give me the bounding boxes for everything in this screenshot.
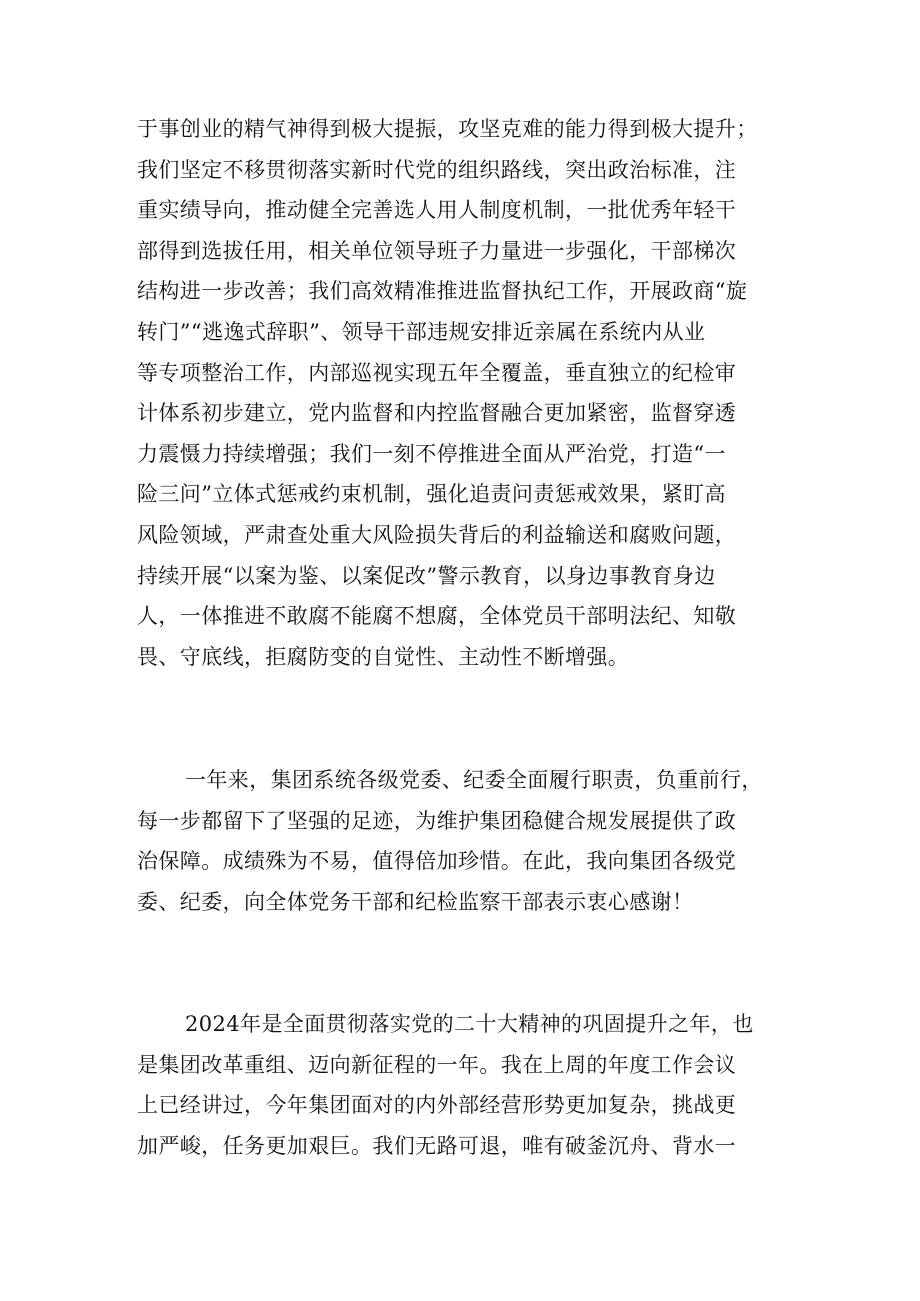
text-line: 一年来，集团系统各级党委、纪委全面履行职责，负重前行， — [185, 768, 763, 792]
text-line: 是集团改革重组、迈向新征程的一年。我在上周的年度工作会议 — [137, 1052, 737, 1077]
text-line: 风险领域，严肃查处重大风险损失背后的利益输送和腐败问题， — [137, 522, 737, 547]
text-line: 险三问”立体式惩戒约束机制，强化追责问责惩戒效果，紧盯高 — [137, 482, 726, 507]
text-line: 2024年是全面贯彻落实党的二十大精神的巩固提升之年，也 — [185, 1012, 754, 1036]
text-line: 于事创业的精气神得到极大提振，攻坚克难的能力得到极大提升； — [137, 117, 758, 141]
text-line: 人，一体推进不敢腐不能腐不想腐，全体党员干部明法纪、知敬 — [137, 604, 737, 629]
paragraph-2024-outlook — [137, 1004, 787, 1166]
paragraph-thanks — [137, 760, 787, 922]
text-line: 结构进一步改善；我们高效精准推进监督执纪工作，开展政商“旋 — [137, 279, 748, 304]
text-line: 计体系初步建立，党内监督和内控监督融合更加紧密，监督穿透 — [137, 401, 737, 426]
text-line: 委、纪委，向全体党务干部和纪检监察干部表示衷心感谢！ — [137, 889, 694, 914]
text-line: 我们坚定不移贯彻落实新时代党的组织路线，突出政治标准，注 — [137, 157, 737, 182]
text-line: 重实绩导向，推动健全完善选人用人制度机制，一批优秀年轻干 — [137, 198, 737, 223]
text-line: 持续开展“以案为鉴、以案促改”警示教育，以身边事教育身边 — [137, 563, 716, 588]
text-line: 部得到选拔任用，相关单位领导班子力量进一步强化，干部梯次 — [137, 238, 737, 263]
text-line: 每一步都留下了坚强的足迹，为维护集团稳健合规发展提供了政 — [137, 808, 737, 833]
text-line: 力震慑力持续增强；我们一刻不停推进全面从严治党，打造“一 — [137, 441, 726, 466]
text-line: 转门”“逃逸式辞职”、领导干部违规安排近亲属在系统内从业 — [137, 319, 706, 344]
text-line: 加严峻，任务更加艰巨。我们无路可退，唯有破釜沉舟、背水一 — [137, 1133, 737, 1158]
text-line: 等专项整治工作，内部巡视实现五年全覆盖，垂直独立的纪检审 — [137, 360, 737, 385]
paragraph-achievements — [137, 109, 787, 677]
text-line: 治保障。成绩殊为不易，值得倍加珍惜。在此，我向集团各级党 — [137, 849, 737, 874]
text-line: 上已经讲过，今年集团面对的内外部经营形势更加复杂，挑战更 — [137, 1093, 737, 1118]
text-line: 畏、守底线，拒腐防变的自觉性、主动性不断增强。 — [137, 644, 630, 669]
